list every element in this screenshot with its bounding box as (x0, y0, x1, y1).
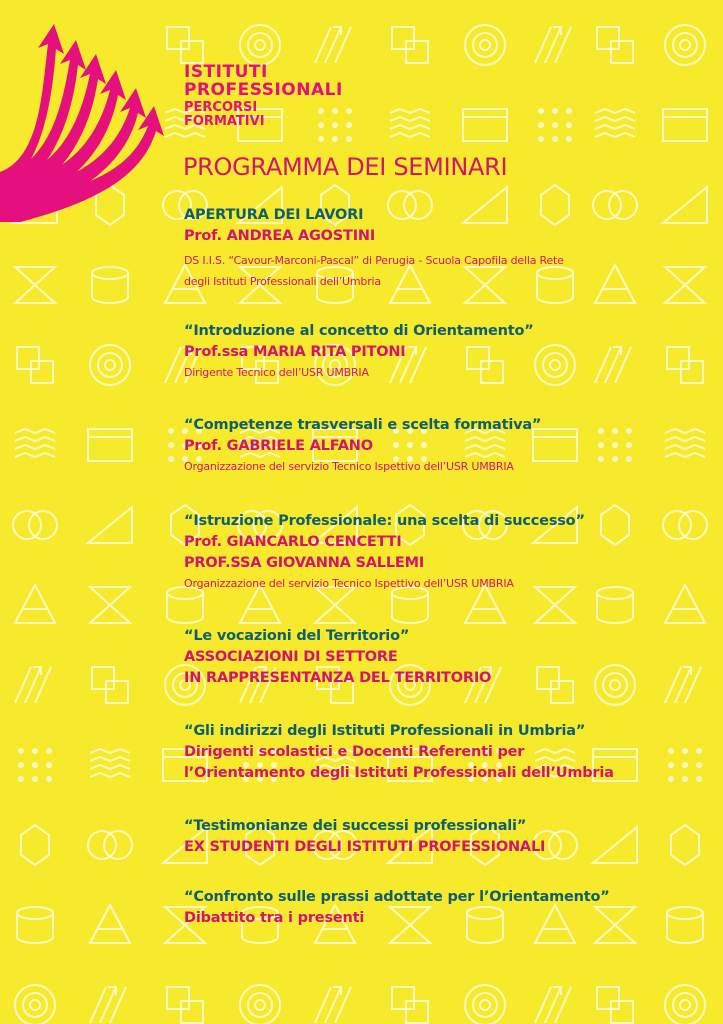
item-title: “Gli indirizzi degli Istituti Professionali in Umbria” (184, 723, 586, 739)
item-title: APERTURA DEI LAVORI (184, 207, 364, 223)
item-title: “Istruzione Professionale: una scelta di successo” (184, 513, 585, 529)
item-speaker: Prof.ssa MARIA RITA PITONI (184, 344, 406, 361)
item-speaker: Prof. ANDREA AGOSTINI (184, 228, 376, 245)
item-speaker: PROF.SSA GIOVANNA SALLEMI (184, 555, 425, 572)
item-speaker: Dibattito tra i presenti (184, 910, 365, 927)
arrows-logo-icon (0, 22, 175, 222)
program-item-addresses (184, 721, 614, 784)
item-description: degli Istituti Professionali dell’Umbria (184, 274, 381, 288)
program-item-introduction (184, 321, 534, 384)
item-speaker: IN RAPPRESENTANZA DEL TERRITORIO (184, 670, 492, 687)
page-title: PROGRAMMA DEI SEMINARI (183, 153, 508, 181)
item-description: Dirigente Tecnico dell’USR UMBRIA (184, 366, 369, 380)
program-item-competences (184, 415, 541, 478)
item-title: “Introduzione al concetto di Orientamento” (184, 323, 534, 339)
program-item-debate (184, 887, 610, 929)
item-speaker: Dirigenti scolastici e Docenti Referenti per (184, 744, 525, 761)
program-item-territory (184, 626, 491, 689)
brand-line-3: PERCORSI (184, 100, 258, 115)
program-item-opening (184, 205, 564, 293)
item-title: “Confronto sulle prassi adottate per l’Orientamento” (184, 889, 610, 905)
brand-line-1: ISTITUTI (184, 62, 268, 82)
program-item-testimonials (184, 816, 545, 858)
item-description: DS I.I.S. “Cavour-Marconi-Pascal” di Perugia - Scuola Capofila della Rete (184, 254, 564, 268)
item-speaker: l’Orientamento degli Istituti Professionali dell’Umbria (184, 765, 614, 782)
brand-line-4: FORMATIVI (184, 114, 265, 129)
item-speaker: EX STUDENTI DEGLI ISTITUTI PROFESSIONALI (184, 839, 546, 856)
item-description: Organizzazione del servizio Tecnico Ispettivo dell’USR UMBRIA (184, 460, 514, 474)
brand-line-2: PROFESSIONALI (184, 80, 343, 100)
item-speaker: Prof. GIANCARLO CENCETTI (184, 534, 402, 551)
item-speaker: ASSOCIAZIONI DI SETTORE (184, 649, 398, 666)
item-title: “Le vocazioni del Territorio” (184, 628, 410, 644)
item-description: Organizzazione del servizio Tecnico Ispettivo dell’USR UMBRIA (184, 577, 514, 591)
item-title: “Competenze trasversali e scelta formativa” (184, 417, 542, 433)
item-speaker: Prof. GABRIELE ALFANO (184, 438, 373, 455)
brand-block (184, 64, 343, 128)
item-title: “Testimonianze dei successi professionali” (184, 818, 527, 834)
program-item-professional-education (184, 511, 585, 595)
